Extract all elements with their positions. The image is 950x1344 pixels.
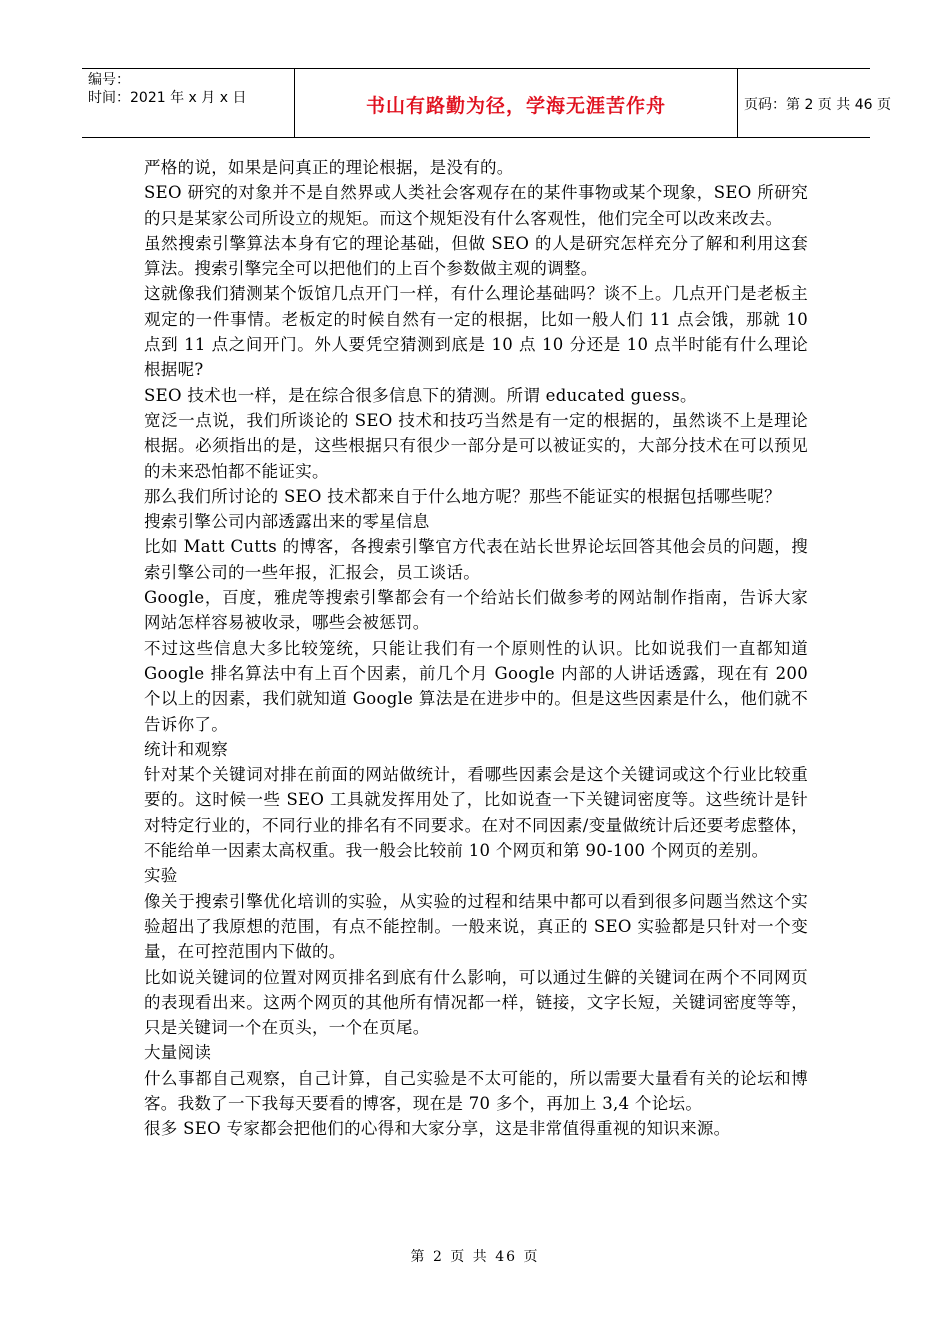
- header-motto-cell: [294, 69, 738, 137]
- paragraph: Google，百度，雅虎等搜索引擎都会有一个给站长们做参考的网站制作指南，告诉大家网站怎样容易被收录，哪些会被惩罚。: [144, 588, 808, 633]
- paragraph: 严格的说，如果是问真正的理论根据，是没有的。: [144, 158, 514, 177]
- paragraph: 比如说关键词的位置对网页排名到底有什么影响，可以通过生僻的关键词在两个不同网页的表现看出来。这两个网页的其他所有情况都一样，链接，文字长短，关键词密度等等，只是关键词一个在页头，一个在页尾。: [144, 967, 808, 1038]
- paragraph: 比如 Matt Cutts 的博客，各搜索引擎官方代表在站长世界论坛回答其他会员的问题，搜索引擎公司的一些年报，汇报会，员工谈话。: [144, 537, 808, 582]
- page-header: [82, 68, 891, 138]
- document-time-label: 时间：2021 年 x 月 x 日: [88, 90, 247, 106]
- section-heading: 大量阅读: [144, 1043, 212, 1063]
- paragraph: 那么我们所讨论的 SEO 技术都来自于什么地方呢？那些不能证实的根据包括哪些呢？: [144, 486, 781, 506]
- paragraph: 宽泛一点说，我们所谈论的 SEO 技术和技巧当然是有一定的根据的，虽然谈不上是理论根据。必须指出的是，这些根据只有很少一部分是可以被证实的，大部分技术在可以预见的未来恐怕都不能证实。: [144, 410, 808, 481]
- header-page-info: 页码：第 2 页 共 46 页: [744, 97, 891, 113]
- paragraph: SEO 技术也一样，是在综合很多信息下的猜测。所谓 educated guess。: [144, 385, 697, 405]
- paragraph: 不过这些信息大多比较笼统，只能让我们有一个原则性的认识。比如说我们一直都知道 Google 排名算法中有上百个因素，前几个月 Google 内部的人讲话透露，现在有 200 个以上的因素，我们就知道 Google 算法是在进步中的。但是这些因素是什么，他们就不告诉你了。: [144, 638, 808, 734]
- section-heading: 搜索引擎公司内部透露出来的零星信息: [144, 512, 430, 532]
- paragraph: 虽然搜索引擎算法本身有它的理论基础，但做 SEO 的人是研究怎样充分了解和利用这套算法。搜索引擎完全可以把他们的上百个参数做主观的调整。: [144, 233, 808, 279]
- header-page-cell: [736, 69, 891, 137]
- paragraph: 像关于搜索引擎优化培训的实验，从实验的过程和结果中都可以看到很多问题当然这个实验超出了我原想的范围，有点不能控制。一般来说，真正的 SEO 实验都是只针对一个变量，在可控范围内下做的。: [144, 891, 808, 962]
- page-footer: 第 2 页 共 46 页: [410, 1249, 540, 1265]
- paragraph: 这就像我们猜测某个饭馆几点开门一样，有什么理论基础吗？谈不上。几点开门是老板主观定的一件事情。老板定的时候自然有一定的根据，比如一般人们 11 点会饿，那就 10 点到 11 点之间开门。外人要凭空猜测到底是 10 点 10 分还是 10 点半时能有什么理论根据呢?: [144, 284, 808, 380]
- paragraph: 什么事都自己观察，自己计算，自己实验是不太可能的，所以需要大量看有关的论坛和博客。我数了一下我每天要看的博客，现在是 70 多个，再加上 3,4 个论坛。: [144, 1068, 808, 1113]
- paragraph: SEO 研究的对象并不是自然界或人类社会客观存在的某件事物或某个现象，SEO 所研究的只是某家公司所设立的规矩。而这个规矩没有什么客观性，他们完全可以改来改去。: [144, 183, 808, 228]
- document-body: [144, 155, 808, 1142]
- section-heading: 统计和观察: [144, 739, 228, 759]
- paragraph: 针对某个关键词对排在前面的网站做统计，看哪些因素会是这个关键词或这个行业比较重要的。这时候一些 SEO 工具就发挥用处了，比如说查一下关键词密度等。这些统计是针对特定行业的，不同行业的排名有不同要求。在对不同因素/变量做统计后还要考虑整体，不能给单一因素太高权重。我一般会比较前 10 个网页和第 90-100 个网页的差别。: [144, 765, 808, 861]
- document-number-label: 编号：: [88, 72, 130, 88]
- motto-text: 书山有路勤为径，学海无涯苦作舟: [365, 95, 666, 117]
- paragraph: 很多 SEO 专家都会把他们的心得和大家分享，这是非常值得重视的知识来源。: [144, 1119, 731, 1139]
- header-meta: [82, 69, 294, 137]
- section-heading: 实验: [144, 866, 178, 886]
